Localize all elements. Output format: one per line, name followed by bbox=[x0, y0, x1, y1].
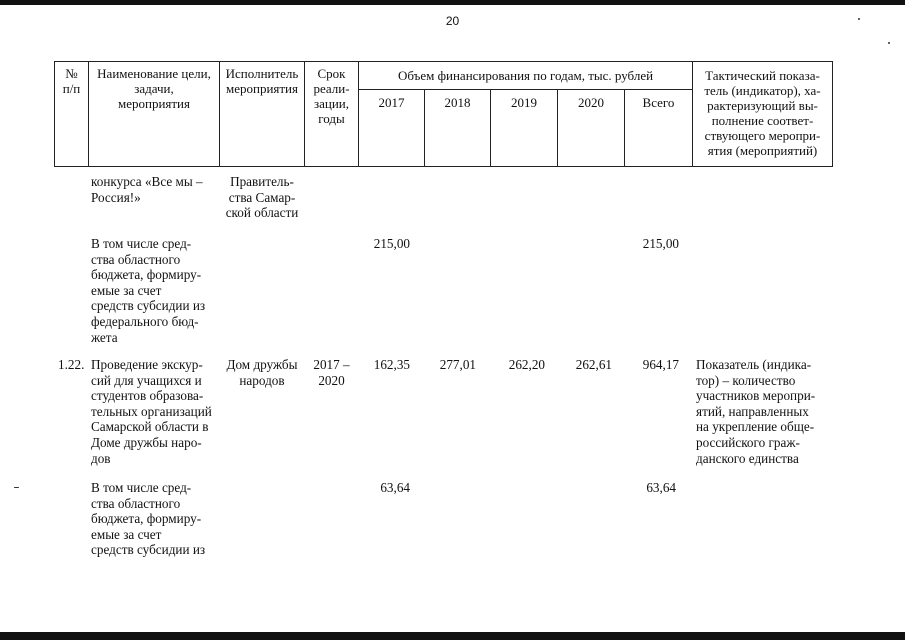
row-value-2019: 262,20 bbox=[508, 357, 545, 372]
row-num: 1.22. bbox=[58, 357, 85, 372]
row-name: В том числе сред- ства областного бюджета, формиру- емые за счет средств субсидии из федерального бюд- жета bbox=[91, 236, 206, 345]
row-name: В том числе сред- ства областного бюджета, формиру- емые за счет средств субсидии из bbox=[91, 480, 206, 558]
row-value-2020: 262,61 bbox=[575, 357, 612, 372]
row-value-2017: 162,35 bbox=[373, 357, 410, 372]
page-number: 20 bbox=[445, 14, 460, 28]
row-term: 2017 – 2020 bbox=[313, 357, 350, 388]
header-term: Срок реали- зации, годы bbox=[313, 66, 350, 126]
top-border bbox=[0, 0, 905, 5]
row-value-2017: 215,00 bbox=[373, 236, 410, 251]
bottom-border bbox=[0, 632, 905, 640]
scan-speck bbox=[858, 18, 860, 20]
row-indicator: Показатель (индика- тор) – количество участников меропри- ятий, направленных на укрепление обще- российского граж- данского единства bbox=[696, 357, 816, 466]
header-funding: Объем финансирования по годам, тыс. рублей bbox=[397, 68, 654, 83]
row-name: Проведение экскур- сий для учащихся и студентов образова- тельных организаций Самарской области в Доме дружбы наро- дов bbox=[91, 357, 212, 466]
row-executor: Дом дружбы народов bbox=[226, 357, 298, 388]
row-value-2018: 277,01 bbox=[439, 357, 476, 372]
header-year-2018: 2018 bbox=[444, 95, 471, 110]
row-executor: Правитель- ства Самар- ской области bbox=[225, 174, 299, 221]
header-year-2020: 2020 bbox=[578, 95, 604, 110]
row-value-total: 215,00 bbox=[642, 236, 679, 251]
scan-speck bbox=[888, 42, 890, 44]
header-year-2019: 2019 bbox=[511, 95, 537, 110]
row-name: конкурса «Все мы – Россия!» bbox=[91, 174, 203, 205]
header-year-2017: 2017 bbox=[378, 95, 405, 110]
header-name: Наименование цели, задачи, мероприятия bbox=[97, 66, 211, 111]
header-indicator: Тактический показа- тель (индикатор), ха- рактеризующий вы- полнение соответ- ствующего меропри- ятия (мероприятий) bbox=[704, 68, 821, 158]
row-value-2017: 63,64 bbox=[380, 480, 410, 495]
row-value-total: 964,17 bbox=[642, 357, 679, 372]
header-executor: Исполнитель мероприятия bbox=[225, 66, 299, 96]
header-num: № п/п bbox=[62, 66, 81, 96]
header-total: Всего bbox=[642, 95, 675, 110]
row-value-total: 63,64 bbox=[646, 480, 676, 495]
scan-speck bbox=[14, 487, 19, 488]
